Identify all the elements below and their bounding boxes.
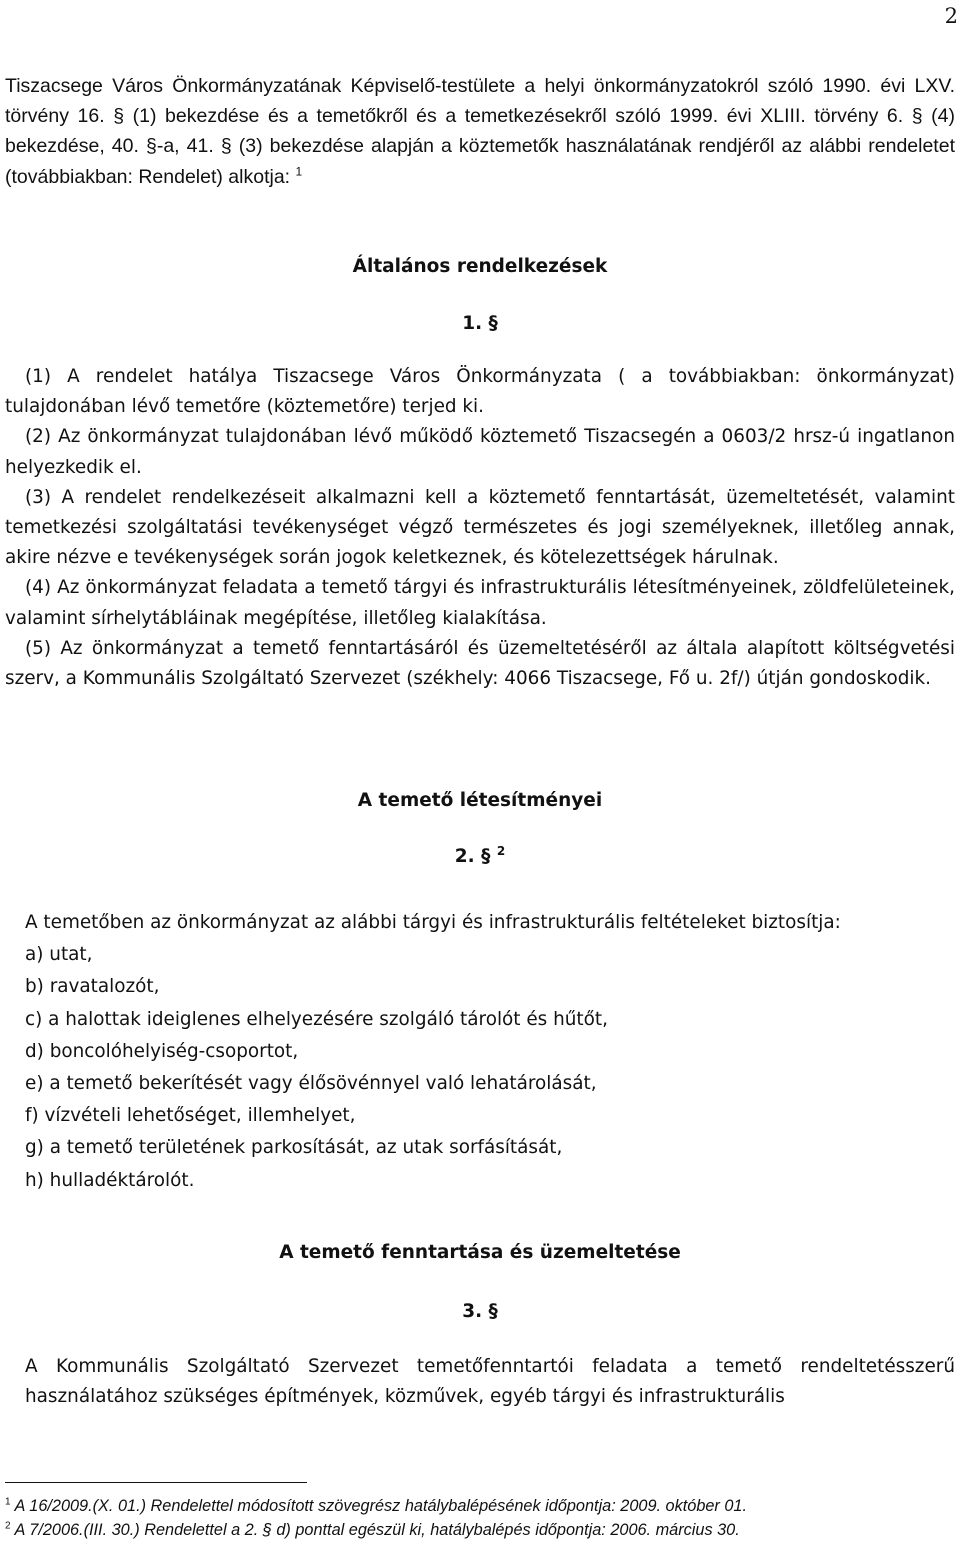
footnote-2-mark: 2 bbox=[5, 1520, 11, 1532]
list-item: h) hulladéktárolót. bbox=[25, 1169, 195, 1191]
section1-paragraph-4: (4) Az önkormányzat feladata a temető tárgyi és infrastrukturális létesítményeinek, zöldfelületeinek, valamint sírhelytábláinak megépítése, illetőleg kialakítása. bbox=[5, 577, 955, 629]
section1-paragraph-3: (3) A rendelet rendelkezéseit alkalmazni kell a köztemető fenntartását, üzemeltetését, valamint temetkezési szolgáltatási tevékenységet végző természetes és jogi személyeknek, illetőleg annak, akire nézve e tevékenységek során jogok keletkeznek, és kötelezettségek hárulnak. bbox=[5, 486, 955, 569]
section1-title: Általános rendelkezések bbox=[352, 256, 608, 277]
list-item: a) utat, bbox=[25, 944, 93, 966]
list-item: c) a halottak ideiglenes elhelyezésére szolgáló tárolót és hűtőt, bbox=[25, 1008, 608, 1030]
footnote-ref-1[interactable]: 1 bbox=[295, 164, 303, 179]
section2-number bbox=[0, 843, 960, 867]
list-item: e) a temető bekerítését vagy élősövénnyel való lehatárolását, bbox=[25, 1073, 597, 1095]
footnote-1-mark: 1 bbox=[5, 1496, 11, 1508]
section1-paragraph-2: (2) Az önkormányzat tulajdonában lévő működő köztemető Tiszacsegén a 0603/2 hrsz-ú ingatlanon helyezkedik el. bbox=[5, 426, 955, 478]
footnote-1-text: A 16/2009.(X. 01.) Rendelettel módosított szövegrész hatálybalépésének időpontja: 2009. október 01. bbox=[14, 1497, 748, 1515]
section1-number: 1. § bbox=[462, 313, 498, 334]
footnote-ref-2[interactable]: 2 bbox=[496, 843, 506, 858]
list-item: g) a temető területének parkosítását, az utak sorfásítását, bbox=[25, 1137, 563, 1159]
footnote-2 bbox=[5, 1519, 740, 1541]
list-item: b) ravatalozót, bbox=[25, 976, 160, 998]
section3-body bbox=[5, 1352, 955, 1412]
footnote-1 bbox=[5, 1495, 747, 1517]
section3-title: A temető fenntartása és üzemeltetése bbox=[279, 1242, 681, 1263]
page-number: 2 bbox=[944, 4, 958, 28]
section1-body bbox=[5, 362, 955, 694]
section2-number-text: 2. § bbox=[454, 846, 491, 867]
list-item: f) vízvételi lehetőséget, illemhelyet, bbox=[25, 1105, 356, 1127]
facility-list-lead: A temetőben az önkormányzat az alábbi tárgyi és infrastrukturális feltételeket biztosítja: bbox=[25, 912, 841, 933]
footnote-2-text: A 7/2006.(III. 30.) Rendelettel a 2. § d) ponttal egészül ki, hatálybalépés időpontja: 2006. március 30. bbox=[14, 1521, 740, 1539]
preamble-text: Tiszacsege Város Önkormányzatának Képviselő-testülete a helyi önkormányzatokról szóló 1990. évi LXV. törvény 16. § (1) bekezdése és a temetőkről és a temetkezésekről szóló 1999. évi XLIII. törvény 6. § (4) bekezdése, 40. §-a, 41. § (3) bekezdése alapján a köztemetők használatának rendjéről az alábbi rendeletet (továbbiakban: Rendelet) alkotja: bbox=[5, 75, 955, 188]
facility-list bbox=[25, 907, 945, 1197]
footnote-divider bbox=[5, 1482, 307, 1483]
preamble bbox=[5, 71, 955, 192]
section1-paragraph-5: (5) Az önkormányzat a temető fenntartásáról és üzemeltetéséről az általa alapított költségvetési szerv, a Kommunális Szolgáltató Szervezet (székhely: 4066 Tiszacsege, Fő u. 2f/) útján gondoskodik. bbox=[5, 637, 955, 690]
section2-title: A temető létesítményei bbox=[357, 790, 603, 811]
section1-paragraph-1: (1) A rendelet hatálya Tiszacsege Város Önkormányzata ( a továbbiakban: önkormányzat) tulajdonában lévő temetőre (köztemetőre) terjed ki. bbox=[5, 366, 955, 418]
section3-number: 3. § bbox=[462, 1301, 498, 1322]
section3-paragraph: A Kommunális Szolgáltató Szervezet temetőfenntartói feladata a temető rendeltetésszerű használatához szükséges építmények, közművek, egyéb tárgyi és infrastrukturális bbox=[25, 1356, 955, 1408]
list-item: d) boncolóhelyiség-csoportot, bbox=[25, 1040, 299, 1062]
